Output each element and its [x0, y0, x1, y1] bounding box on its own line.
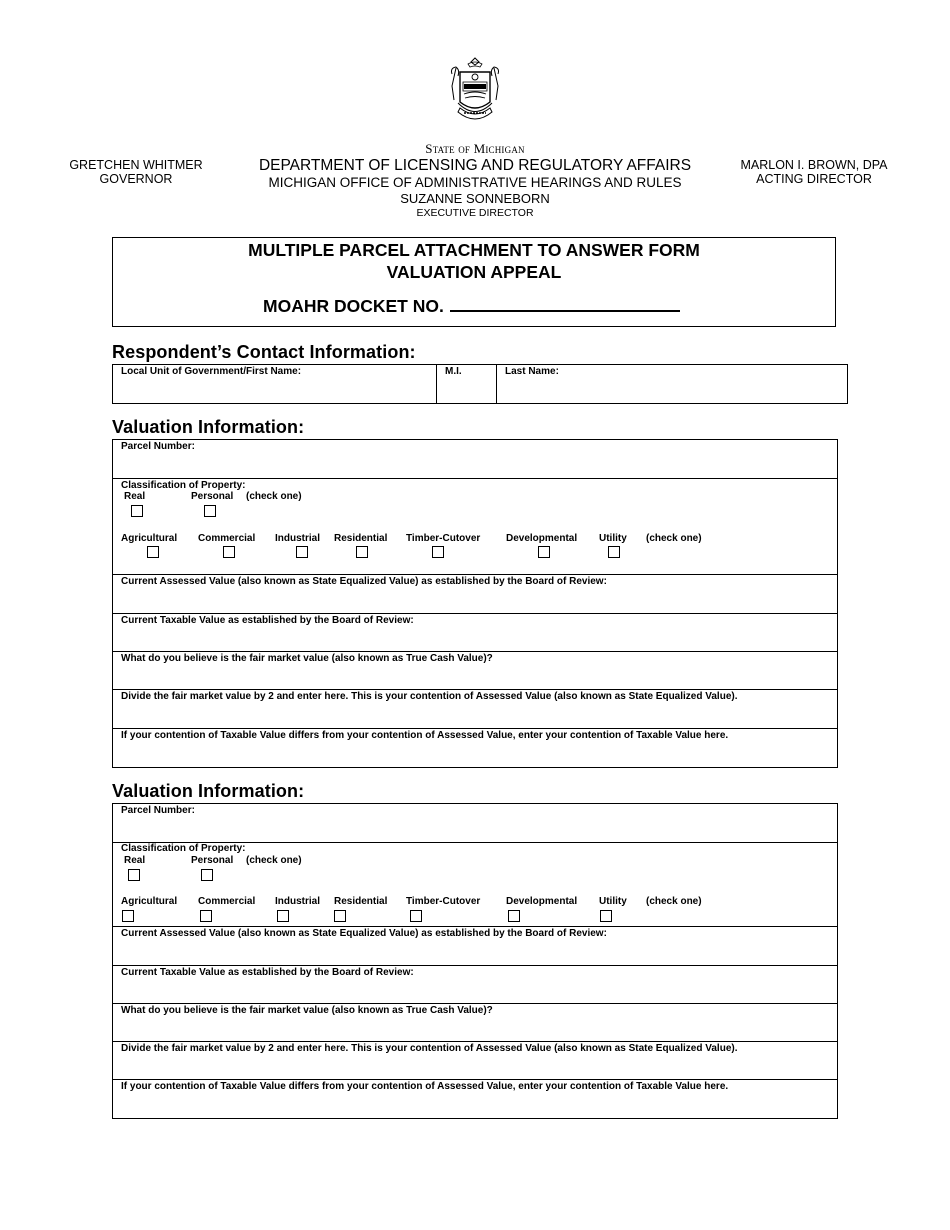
type-label-agricultural: Agricultural	[121, 533, 178, 544]
contention-taxable-label: If your contention of Taxable Value differs from your contention of Assessed Value, enter your contention of Taxable Value here.	[121, 730, 729, 741]
personal-label: Personal	[191, 855, 234, 866]
type-label-commercial: Commercial	[198, 896, 256, 907]
personal-checkbox[interactable]	[204, 505, 216, 517]
state-name: State of Michigan	[425, 141, 525, 156]
parcel-number-field[interactable]	[113, 440, 837, 479]
developmental-checkbox[interactable]	[508, 910, 520, 922]
taxable-value-label: Current Taxable Value as established by the Board of Review:	[121, 967, 414, 978]
type-label-industrial: Industrial	[275, 896, 321, 907]
contention-assessed-field[interactable]	[113, 690, 837, 729]
commercial-checkbox[interactable]	[200, 910, 212, 922]
type-label-timber-cutover: Timber-Cutover	[406, 896, 481, 907]
classification-label: Classification of Property:	[121, 480, 246, 491]
assessed-value-field[interactable]	[113, 575, 837, 614]
personal-checkbox[interactable]	[201, 869, 213, 881]
utility-checkbox[interactable]	[608, 546, 620, 558]
fair-market-value-field[interactable]	[113, 652, 837, 690]
commercial-checkbox[interactable]	[223, 546, 235, 558]
department-name: DEPARTMENT OF LICENSING AND REGULATORY AFFAIRS	[258, 157, 692, 174]
executive-title: EXECUTIVE DIRECTOR	[416, 207, 534, 219]
contention-taxable-label: If your contention of Taxable Value differs from your contention of Assessed Value, enter your contention of Taxable Value here.	[121, 1081, 729, 1092]
assessed-value-label: Current Assessed Value (also known as State Equalized Value) as established by the Board of Review:	[121, 576, 607, 587]
type-label-agricultural: Agricultural	[121, 896, 178, 907]
type-label-residential: Residential	[334, 896, 388, 907]
respondent-contact-table	[112, 364, 848, 404]
assessed-value-field[interactable]	[113, 927, 837, 966]
assessed-value-label: Current Assessed Value (also known as State Equalized Value) as established by the Board of Review:	[121, 928, 607, 939]
office-name: MICHIGAN OFFICE OF ADMINISTRATIVE HEARINGS AND RULES	[268, 175, 682, 190]
docket-number-field[interactable]	[263, 296, 680, 317]
agricultural-checkbox[interactable]	[147, 546, 159, 558]
governor-block	[60, 158, 212, 186]
personal-label: Personal	[191, 491, 234, 502]
check-one-note: (check one)	[246, 491, 302, 502]
first-name-label: Local Unit of Government/First Name:	[121, 366, 302, 377]
docket-label: MOAHR DOCKET NO.	[263, 296, 444, 316]
contention-taxable-field[interactable]	[113, 729, 837, 767]
agricultural-checkbox[interactable]	[122, 910, 134, 922]
middle-initial-field[interactable]	[437, 365, 497, 403]
valuation-heading: Valuation Information:	[112, 781, 305, 801]
classification-row	[113, 843, 837, 927]
taxable-value-field[interactable]	[113, 614, 837, 652]
real-label: Real	[124, 855, 146, 866]
taxable-value-field[interactable]	[113, 966, 837, 1004]
parcel-number-label: Parcel Number:	[121, 441, 195, 452]
director-block	[728, 158, 900, 186]
check-one-note: (check one)	[646, 896, 702, 907]
industrial-checkbox[interactable]	[277, 910, 289, 922]
residential-checkbox[interactable]	[356, 546, 368, 558]
contention-assessed-label: Divide the fair market value by 2 and enter here. This is your contention of Assessed Value (also known as State Equalized Value).	[121, 691, 738, 702]
type-label-utility: Utility	[599, 896, 627, 907]
parcel-number-field[interactable]	[113, 804, 837, 843]
industrial-checkbox[interactable]	[296, 546, 308, 558]
docket-number-blank[interactable]	[450, 296, 680, 312]
valuation-table	[112, 803, 838, 1119]
contention-taxable-field[interactable]	[113, 1080, 837, 1118]
first-name-field[interactable]	[113, 365, 437, 403]
executive-name: SUZANNE SONNEBORN	[400, 191, 550, 206]
parcel-number-label: Parcel Number:	[121, 805, 195, 816]
real-checkbox[interactable]	[128, 869, 140, 881]
type-label-developmental: Developmental	[506, 533, 578, 544]
classification-label: Classification of Property:	[121, 843, 246, 854]
developmental-checkbox[interactable]	[538, 546, 550, 558]
governor-name: GRETCHEN WHITMER	[69, 158, 203, 172]
type-label-residential: Residential	[334, 533, 388, 544]
form-title-box	[112, 237, 836, 327]
type-label-utility: Utility	[599, 533, 627, 544]
real-checkbox[interactable]	[131, 505, 143, 517]
type-label-industrial: Industrial	[275, 533, 321, 544]
last-name-label: Last Name:	[505, 366, 559, 377]
valuation-heading: Valuation Information:	[112, 417, 305, 437]
fair-market-value-field[interactable]	[113, 1004, 837, 1042]
director-title: ACTING DIRECTOR	[756, 172, 872, 186]
utility-checkbox[interactable]	[600, 910, 612, 922]
type-label-timber-cutover: Timber-Cutover	[406, 533, 481, 544]
classification-row	[113, 479, 837, 575]
timber-cutover-checkbox[interactable]	[432, 546, 444, 558]
governor-title: GOVERNOR	[99, 172, 173, 186]
contention-assessed-field[interactable]	[113, 1042, 837, 1080]
residential-checkbox[interactable]	[334, 910, 346, 922]
valuation-table	[112, 439, 838, 768]
check-one-note: (check one)	[246, 855, 302, 866]
form-subtitle: VALUATION APPEAL	[386, 262, 562, 282]
check-one-note: (check one)	[646, 533, 702, 544]
michigan-seal-icon	[446, 56, 504, 126]
fair-market-value-label: What do you believe is the fair market value (also known as True Cash Value)?	[121, 653, 493, 664]
middle-initial-label: M.I.	[445, 366, 462, 377]
contention-assessed-label: Divide the fair market value by 2 and enter here. This is your contention of Assessed Value (also known as State Equalized Value).	[121, 1043, 738, 1054]
fair-market-value-label: What do you believe is the fair market value (also known as True Cash Value)?	[121, 1005, 493, 1016]
last-name-field[interactable]	[497, 365, 847, 403]
real-label: Real	[124, 491, 146, 502]
director-name: MARLON I. BROWN, DPA	[740, 158, 888, 172]
taxable-value-label: Current Taxable Value as established by the Board of Review:	[121, 615, 414, 626]
type-label-developmental: Developmental	[506, 896, 578, 907]
timber-cutover-checkbox[interactable]	[410, 910, 422, 922]
type-label-commercial: Commercial	[198, 533, 256, 544]
respondent-contact-heading: Respondent’s Contact Information:	[112, 342, 416, 362]
form-title: MULTIPLE PARCEL ATTACHMENT TO ANSWER FORM	[248, 240, 700, 260]
